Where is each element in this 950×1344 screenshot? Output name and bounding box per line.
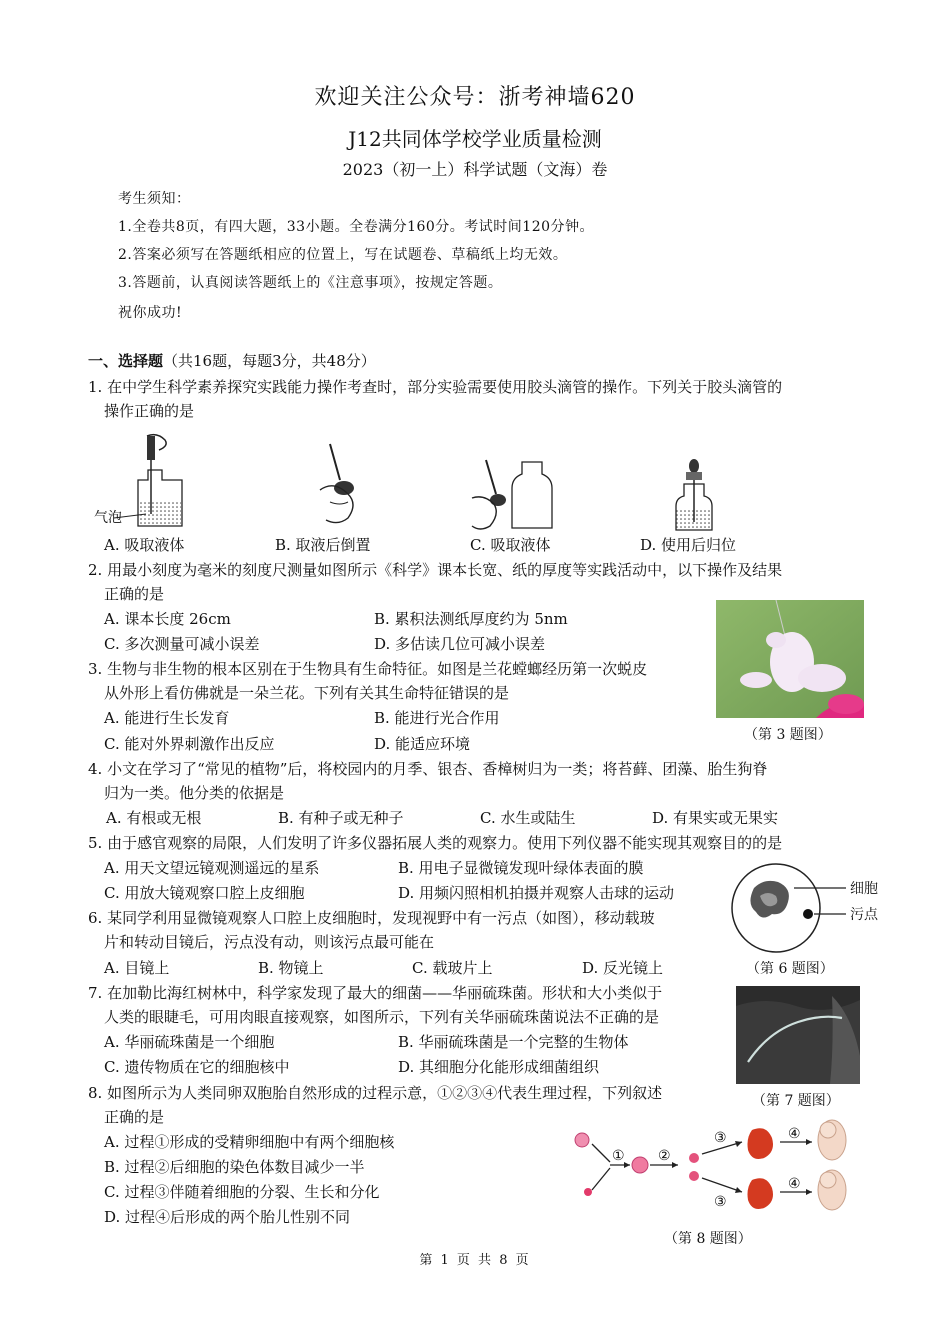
q7-bacterium-photo [736,986,860,1084]
label-spot: 污点 [850,907,878,923]
q5-option-b: B. 用电子显微镜发现叶绿体表面的膜 [398,859,644,877]
q3-caption: （第 3 题图） [744,727,832,743]
q4-option-d: D. 有果实或无果实 [652,809,779,827]
q8-option-b: B. 过程②后细胞的染色体数目减少一半 [104,1158,365,1176]
q3-option-b: B. 能进行光合作用 [374,709,500,727]
q3-stem-line2: 从外形上看仿佛就是一朵兰花。下列有关其生命特征错误的是 [104,684,510,702]
process-mark-2: ② [658,1148,671,1164]
q7-option-d: D. 其细胞分化能形成细菌组织 [398,1058,600,1076]
page-footer: 第 1 页 共 8 页 [419,1253,531,1268]
q8-option-d: D. 过程④后形成的两个胎儿性别不同 [104,1208,351,1226]
bubble-label: 气泡 [94,510,122,526]
notice-item-1: 1.全卷共8页，有四大题，33小题。全卷满分160分。考试时间120分钟。 [118,219,595,235]
process-mark-4a: ④ [788,1126,801,1142]
q1-stem-line2: 操作正确的是 [104,402,195,420]
q3-option-c: C. 能对外界刺激作出反应 [104,735,275,753]
q1-option-c: C. 吸取液体 [470,536,551,554]
q5-option-d: D. 用频闪照相机拍摄并观察人击球的运动 [398,884,675,902]
notice-item-3: 3.答题前，认真阅读答题纸上的《注意事项》，按规定答题。 [118,275,503,291]
q3-option-d: D. 能适应环境 [374,735,471,753]
q8-stem-line1: 8. 如图所示为人类同卵双胞胎自然形成的过程示意，①②③④代表生理过程，下列叙述 [88,1084,663,1102]
q6-option-a: A. 目镜上 [104,959,170,977]
exam-title: J12共同体学校学业质量检测 [348,127,602,151]
section-detail: （共16题，每题3分，共48分） [163,352,376,370]
process-mark-3b: ③ [714,1194,727,1210]
q6-stem-line2: 片和转动目镜后，污点没有动，则该污点最可能在 [104,933,435,951]
notice-heading: 考生须知： [118,191,191,207]
q1-figure-a-dropper-in-bottle [92,430,202,534]
q1-figure-d-dropper-stored [672,458,716,534]
q4-stem-line2: 归为一类。他分类的依据是 [104,784,285,802]
q6-stem-line1: 6. 某同学利用显微镜观察人口腔上皮细胞时，发现视野中有一污点（如图），移动载玻 [88,909,655,927]
q2-option-c: C. 多次测量可减小误差 [104,635,260,653]
q8-stem-line2: 正确的是 [104,1108,165,1126]
q1-stem-line1: 1. 在中学生科学素养探究实践能力操作考查时，部分实验需要使用胶头滴管的操作。下列关于胶头滴管的 [88,378,783,396]
process-mark-4b: ④ [788,1176,801,1192]
q8-option-c: C. 过程③伴随着细胞的分裂、生长和分化 [104,1183,380,1201]
q6-option-c: C. 载玻片上 [412,959,493,977]
process-mark-1: ① [612,1148,625,1164]
q5-option-a: A. 用天文望远镜观测遥远的星系 [104,859,320,877]
q7-option-a: A. 华丽硫珠菌是一个细胞 [104,1033,275,1051]
q5-option-c: C. 用放大镜观察口腔上皮细胞 [104,884,305,902]
notice-closing: 祝你成功! [118,305,183,321]
q2-option-a: A. 课本长度 26cm [104,610,231,628]
q7-caption: （第 7 题图） [752,1093,840,1109]
q6-option-b: B. 物镜上 [258,959,324,977]
q3-option-a: A. 能进行生长发育 [104,709,230,727]
q2-stem-line2: 正确的是 [104,585,165,603]
q1-option-a: A. 吸取液体 [104,536,185,554]
q6-caption: （第 6 题图） [746,961,834,977]
q4-option-c: C. 水生或陆生 [480,809,576,827]
q6-option-d: D. 反光镜上 [582,959,664,977]
notice-item-2: 2.答案必须写在答题纸相应的位置上，写在试题卷、草稿纸上均无效。 [118,247,568,263]
q3-orchid-mantis-photo [716,600,864,718]
section-heading [88,350,376,371]
q7-option-b: B. 华丽硫珠菌是一个完整的生物体 [398,1033,629,1051]
q1-option-d: D. 使用后归位 [640,536,737,554]
q8-option-a: A. 过程①形成的受精卵细胞中有两个细胞核 [104,1133,395,1151]
q7-stem-line1: 7. 在加勒比海红树林中，科学家发现了最大的细菌——华丽硫珠菌。形状和大小类似于 [88,984,663,1002]
q2-option-b: B. 累积法测纸厚度约为 5nm [374,610,568,628]
exam-subtitle: 2023（初一上）科学试题（文海）卷 [342,160,608,179]
process-mark-3a: ③ [714,1130,727,1146]
q6-microscope-view-figure [730,862,880,958]
q8-caption: （第 8 题图） [664,1231,752,1247]
q4-option-a: A. 有根或无根 [106,809,202,827]
q2-option-d: D. 多估读几位可减小误差 [374,635,546,653]
q1-figure-b-hand-inverted-dropper [300,440,380,530]
q7-option-c: C. 遗传物质在它的细胞核中 [104,1058,290,1076]
q7-stem-line2: 人类的眼睫毛，可用肉眼直接观察，如图所示，下列有关华丽硫珠菌说法不正确的是 [104,1008,660,1026]
section-label: 一、选择题 [88,352,164,370]
q4-stem-line1: 4. 小文在学习了“常见的植物”后，将校园内的月季、银杏、香樟树归为一类；将苔藓、团藻、胎生狗脊 [88,760,768,778]
label-cell: 细胞 [850,881,878,897]
q1-figure-c-dropper-and-bottle [462,448,562,534]
q3-stem-line1: 3. 生物与非生物的根本区别在于生物具有生命特征。如图是兰花螳螂经历第一次蜕皮 [88,660,648,678]
q1-option-b: B. 取液后倒置 [275,536,371,554]
q2-stem-line1: 2. 用最小刻度为毫米的刻度尺测量如图所示《科学》课本长宽、纸的厚度等实践活动中，以下操作及结果 [88,561,783,579]
wechat-banner: 欢迎关注公众号：浙考神墙620 [314,85,636,110]
q4-option-b: B. 有种子或无种子 [278,809,404,827]
q5-stem: 5. 由于感官观察的局限，人们发明了许多仪器拓展人类的观察力。使用下列仪器不能实现其观察目的的是 [88,834,783,852]
q8-twin-development-figure [566,1118,866,1218]
